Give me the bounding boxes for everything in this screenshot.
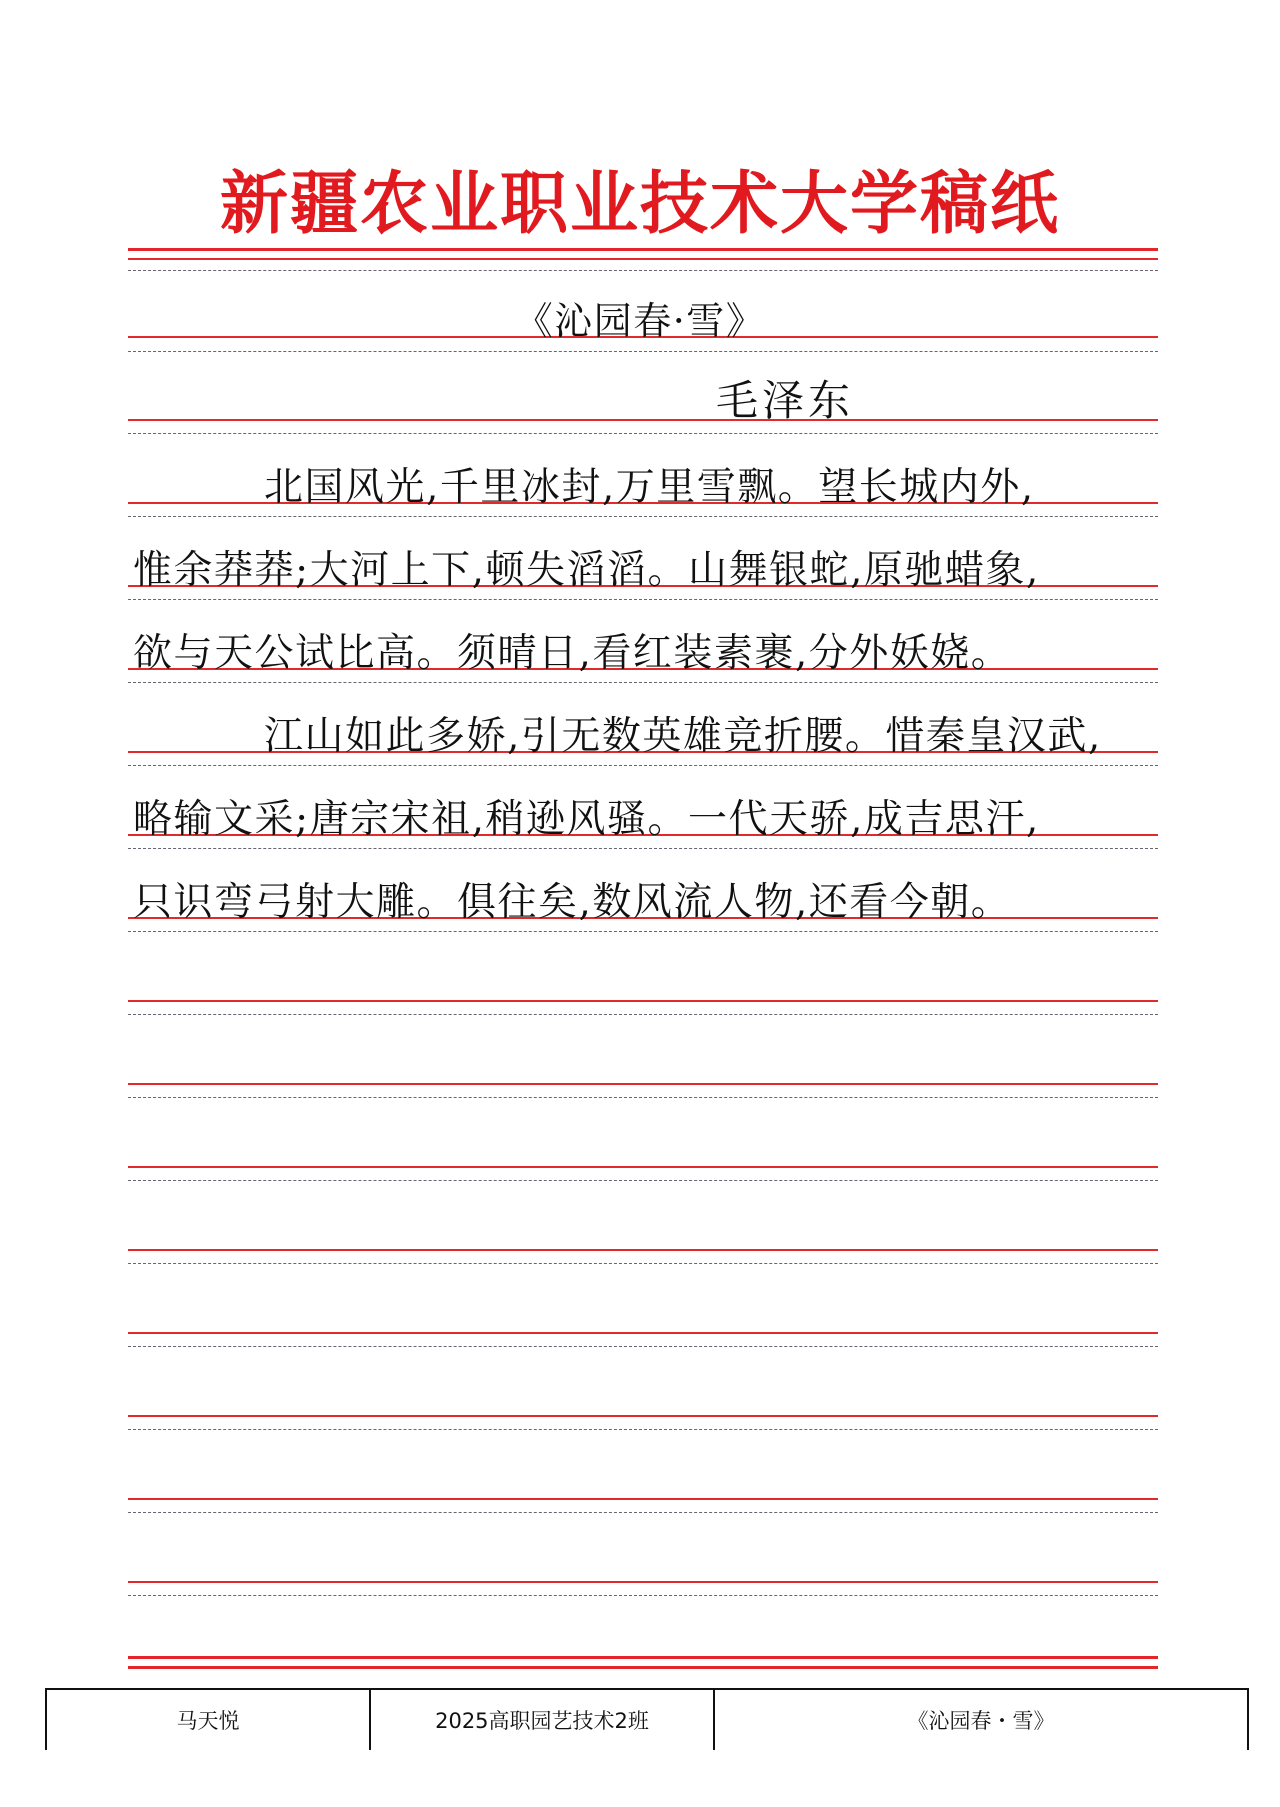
line-guide: [128, 765, 1158, 766]
line-guide: [128, 1180, 1158, 1181]
top-dash-rule: [128, 270, 1158, 271]
poem-line: 惟余莽莽;大河上下,顿失滔滔。山舞银蛇,原驰蜡象,: [133, 548, 1040, 593]
poem-title: 《沁园春·雪》: [514, 299, 766, 343]
footer-class: 2025高职园艺技术2班: [369, 1690, 713, 1750]
footer-work-title: 《沁园春・雪》: [713, 1690, 1247, 1750]
line-rule: [128, 1249, 1158, 1251]
line-rule: [128, 419, 1158, 421]
line-guide: [128, 433, 1158, 434]
line-guide: [128, 516, 1158, 517]
footer-name: 马天悦: [176, 1709, 240, 1733]
line-guide: [128, 351, 1158, 352]
poem-line: 北国风光,千里冰封,万里雪飘。望长城内外,: [264, 465, 1035, 510]
line-guide: [128, 1014, 1158, 1015]
poem-author: 毛泽东: [716, 376, 855, 425]
line-rule: [128, 1415, 1158, 1417]
poem-line: 欲与天公试比高。须晴日,看红装素裹,分外妖娆。: [133, 631, 1012, 676]
line-rule: [128, 1581, 1158, 1583]
line-guide: [128, 1595, 1158, 1596]
line-guide: [128, 848, 1158, 849]
top-rule-2: [128, 258, 1158, 260]
line-rule: [128, 1083, 1158, 1085]
line-rule: [128, 1166, 1158, 1168]
top-rule-1: [128, 248, 1158, 251]
poem-line: 江山如此多娇,引无数英雄竞折腰。惜秦皇汉武,: [264, 714, 1102, 759]
line-rule: [128, 1000, 1158, 1002]
line-guide: [128, 1097, 1158, 1098]
paper-header-title: 新疆农业职业技术大学稿纸: [219, 164, 1060, 244]
line-guide: [128, 931, 1158, 932]
bottom-rule-1: [128, 1656, 1158, 1659]
footer-info-table: [45, 1688, 1249, 1750]
line-rule: [128, 1498, 1158, 1500]
line-rule: [128, 1332, 1158, 1334]
line-guide: [128, 1346, 1158, 1347]
line-guide: [128, 682, 1158, 683]
line-guide: [128, 599, 1158, 600]
poem-line: 只识弯弓射大雕。俱往矣,数风流人物,还看今朝。: [133, 880, 1012, 925]
poem-line: 略输文采;唐宗宋祖,稍逊风骚。一代天骄,成吉思汗,: [133, 797, 1040, 842]
line-guide: [128, 1263, 1158, 1264]
line-guide: [128, 1512, 1158, 1513]
line-guide: [128, 1429, 1158, 1430]
bottom-rule-2: [128, 1666, 1158, 1669]
